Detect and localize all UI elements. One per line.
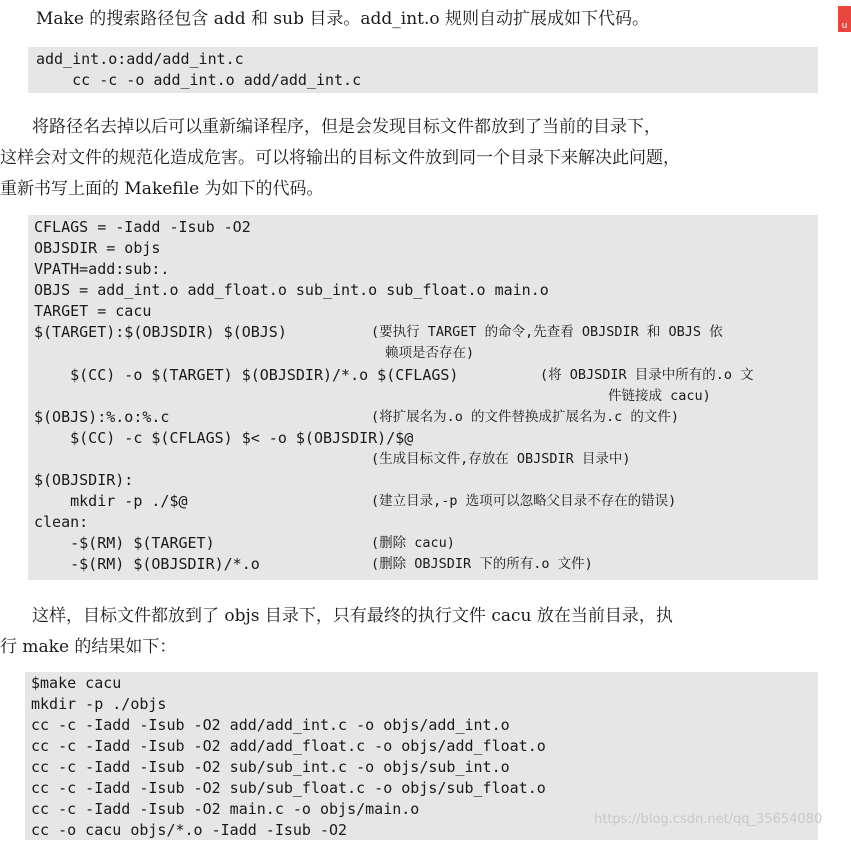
code-comment: (删除 OBJSDIR 下的所有.o 文件) — [371, 556, 593, 572]
code-line: cc -c -Iadd -Isub -O2 sub/sub_int.c -o objs/sub_int.o — [31, 758, 510, 776]
code-comment: 赖项是否存在) — [385, 345, 475, 361]
code-line: mkdir -p ./$@ — [34, 492, 188, 510]
code-block-rule-expansion — [28, 47, 818, 93]
code-line: $(OBJSDIR): — [34, 471, 134, 489]
bookmark-tab[interactable]: u — [838, 6, 851, 32]
code-comment: (要执行 TARGET 的命令,先查看 OBJSDIR 和 OBJS 依 — [371, 324, 723, 340]
code-line: cc -c -Iadd -Isub -O2 add/add_float.c -o objs/add_float.o — [31, 737, 546, 755]
code-line: add_int.o:add/add_int.c — [36, 50, 244, 68]
code-line: clean: — [34, 513, 89, 531]
code-line: $(OBJS):%.o:%.c — [34, 408, 170, 426]
code-line: $make cacu — [31, 674, 122, 692]
code-line: OBJS = add_int.o add_float.o sub_int.o sub_float.o main.o — [34, 281, 549, 299]
paragraph-result-line-2: 行 make 的结果如下： — [0, 637, 177, 657]
code-comment: 件链接成 cacu) — [608, 388, 711, 404]
paragraph-rewrite-line-2: 这样会对文件的规范化造成危害。可以将输出的目标文件放到同一个目录下来解决此问题， — [0, 148, 680, 168]
code-line: VPATH=add:sub:. — [34, 260, 170, 278]
paragraph-result-line-1: 这样，目标文件都放到了 objs 目录下，只有最终的执行文件 cacu 放在当前目录，执 — [32, 606, 673, 626]
code-line: OBJSDIR = objs — [34, 239, 161, 257]
code-line: TARGET = cacu — [34, 302, 152, 320]
code-line: CFLAGS = -Iadd -Isub -O2 — [34, 218, 251, 236]
paragraph-rewrite-line-3: 重新书写上面的 Makefile 为如下的代码。 — [0, 179, 324, 199]
code-line: $(CC) -c $(CFLAGS) $< -o $(OBJSDIR)/$@ — [34, 429, 414, 447]
code-line: cc -o cacu objs/*.o -Iadd -Isub -O2 — [31, 821, 348, 839]
watermark-text: https://blog.csdn.net/qq_35654080 — [594, 812, 823, 827]
paragraph-rewrite-line-1: 将路径名去掉以后可以重新编译程序，但是会发现目标文件都放到了当前的目录下， — [32, 117, 661, 137]
code-line: cc -c -Iadd -Isub -O2 sub/sub_float.c -o objs/sub_float.o — [31, 779, 546, 797]
code-line: -$(RM) $(OBJSDIR)/*.o — [34, 555, 260, 573]
code-line: mkdir -p ./objs — [31, 695, 167, 713]
code-line: $(CC) -o $(TARGET) $(OBJSDIR)/*.o $(CFLAGS) — [34, 366, 459, 384]
code-line: cc -c -Iadd -Isub -O2 add/add_int.c -o objs/add_int.o — [31, 716, 510, 734]
code-line: cc -c -o add_int.o add/add_int.c — [36, 71, 362, 89]
code-line: -$(RM) $(TARGET) — [34, 534, 215, 552]
code-comment: (删除 cacu) — [371, 535, 455, 551]
code-comment: (将 OBJSDIR 目录中所有的.o 文 — [540, 367, 754, 383]
code-comment: (建立目录,-p 选项可以忽略父目录不存在的错误) — [371, 493, 677, 509]
paragraph-intro: Make 的搜索路径包含 add 和 sub 目录。add_int.o 规则自动扩展成如下代码。 — [36, 9, 650, 29]
code-block-makefile — [28, 215, 818, 580]
code-comment: (将扩展名为.o 的文件替换成扩展名为.c 的文件) — [371, 409, 680, 425]
code-comment: (生成目标文件,存放在 OBJSDIR 目录中) — [371, 451, 631, 467]
code-line: $(TARGET):$(OBJSDIR) $(OBJS) — [34, 323, 287, 341]
code-line: cc -c -Iadd -Isub -O2 main.c -o objs/main.o — [31, 800, 420, 818]
